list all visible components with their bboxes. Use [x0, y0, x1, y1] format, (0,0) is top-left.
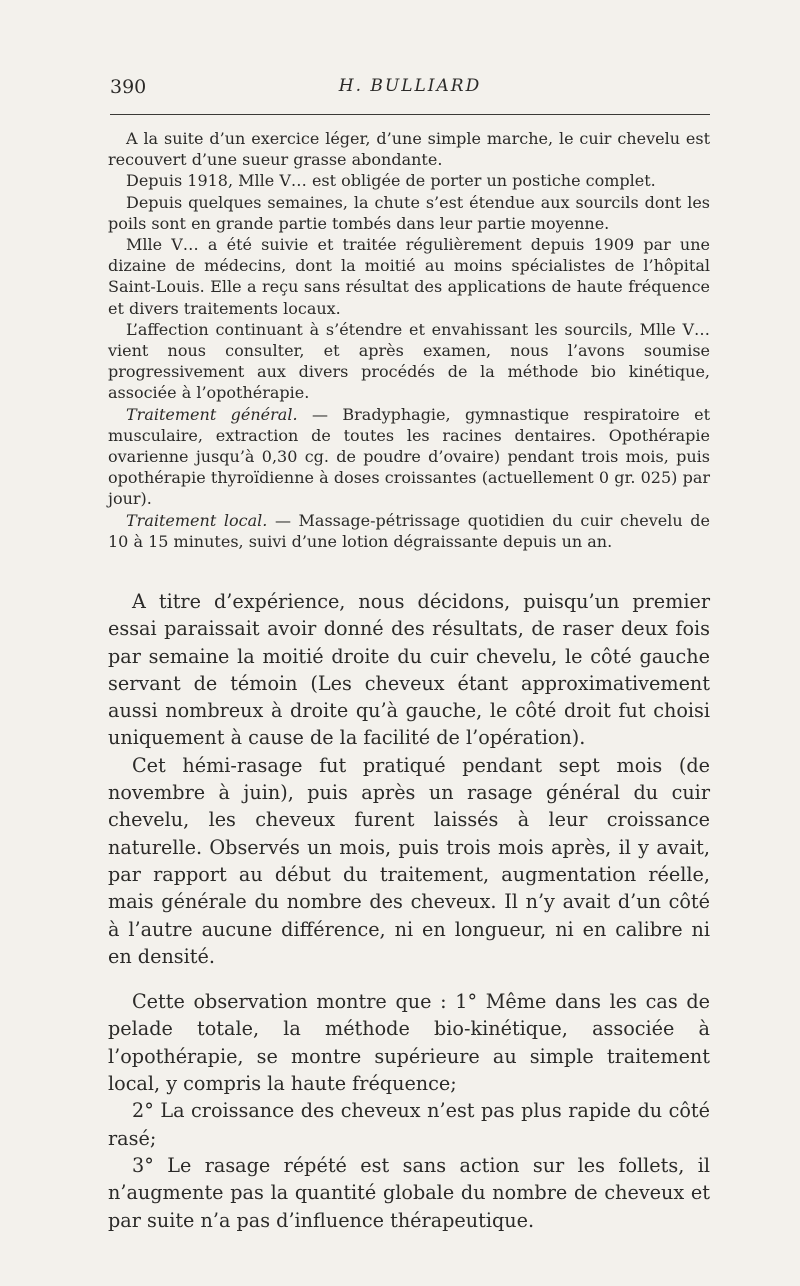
case-note-paragraph: L’affection continuant à s’étendre et envahissant les sourcils, Mlle V… vient nous consulter, et après examen, nous l’avons soumise progressivement aux divers procédés de la méthode bio kinétique, associée à l’opothérapie.	[108, 319, 710, 403]
case-note-paragraph: A la suite d’un exercice léger, d’une simple marche, le cuir chevelu est recouvert d’une sueur grasse abondante.	[108, 129, 710, 170]
local-treatment-paragraph	[108, 510, 710, 552]
conclusion-paragraph: 3° Le rasage répété est sans action sur les follets, il n’augmente pas la quantité globale du nombre de cheveux et par suite n’a pas d’influence thérapeutique.	[108, 1153, 710, 1232]
local-treatment-label: Traitement local.	[126, 510, 268, 530]
discussion-paragraph: Cet hémi-rasage fut pratiqué pendant sept mois (de novembre à juin), puis après un rasage général du cuir chevelu, les cheveux furent laissés à leur croissance naturelle. Observés un mois, puis trois mois après, il y avait, par rapport au début du traitement, augmentation réelle, mais générale du nombre des cheveux. Il n’y avait d’un côté à l’autre aucune différence, ni en longueur, ni en calibre ni en densité.	[108, 753, 710, 968]
case-note-paragraph: Depuis 1918, Mlle V… est obligée de porter un postiche complet.	[126, 171, 656, 191]
page-number: 390	[110, 76, 147, 98]
general-treatment-label: Traitement général.	[126, 404, 298, 424]
local-treatment-text: — Massage-pétrissage quotidien du cuir chevelu de 10 à 15 minutes, suivi d’une lotion dégraissante depuis un an.	[108, 510, 710, 551]
running-head: H. BULLIARD	[338, 76, 482, 96]
discussion-paragraph: A titre d’expérience, nous décidons, puisqu’un premier essai paraissait avoir donné des résultats, de raser deux fois par semaine la moitié droite du cuir chevelu, le côté gauche servant de témoin (Les cheveux étant approximativement aussi nombreux à droite qu’à gauche, le côté droit fut choisi uniquement à cause de la facilité de l’opération).	[108, 590, 710, 750]
case-note-paragraph: Mlle V… a été suivie et traitée régulièrement depuis 1909 par une dizaine de médecins, dont la moitié au moins spécialistes de l’hôpital Saint-Louis. Elle a reçu sans résultat des applications de haute fréquence et divers traitements locaux.	[108, 235, 710, 318]
main-text	[108, 588, 710, 1234]
conclusion-paragraph: 2° La croissance des cheveux n’est pas plus rapide du côté rasé;	[108, 1099, 710, 1150]
general-treatment-paragraph	[108, 404, 710, 510]
case-note-paragraph: Depuis quelques semaines, la chute s’est étendue aux sourcils dont les poils sont en grande partie tombés dans leur partie moyenne.	[108, 192, 710, 233]
conclusion-paragraph: Cette observation montre que : 1° Même dans les cas de pelade totale, la méthode bio-kinétique, associée à l’opothérapie, se montre supérieure au simple traitement local, y compris la haute fréquence;	[108, 990, 710, 1096]
general-treatment-text: — Bradyphagie, gymnastique respiratoire et musculaire, extraction de toutes les racines dentaires. Opothérapie ovarienne jusqu’à 0,30 cg. de poudre d’ovaire) pendant trois mois, puis opothérapie thyroïdienne à doses croissantes (actuellement 0 gr. 025) par jour).	[108, 404, 710, 509]
page-header	[110, 76, 710, 106]
case-notes	[108, 128, 710, 552]
header-rule	[110, 114, 710, 115]
